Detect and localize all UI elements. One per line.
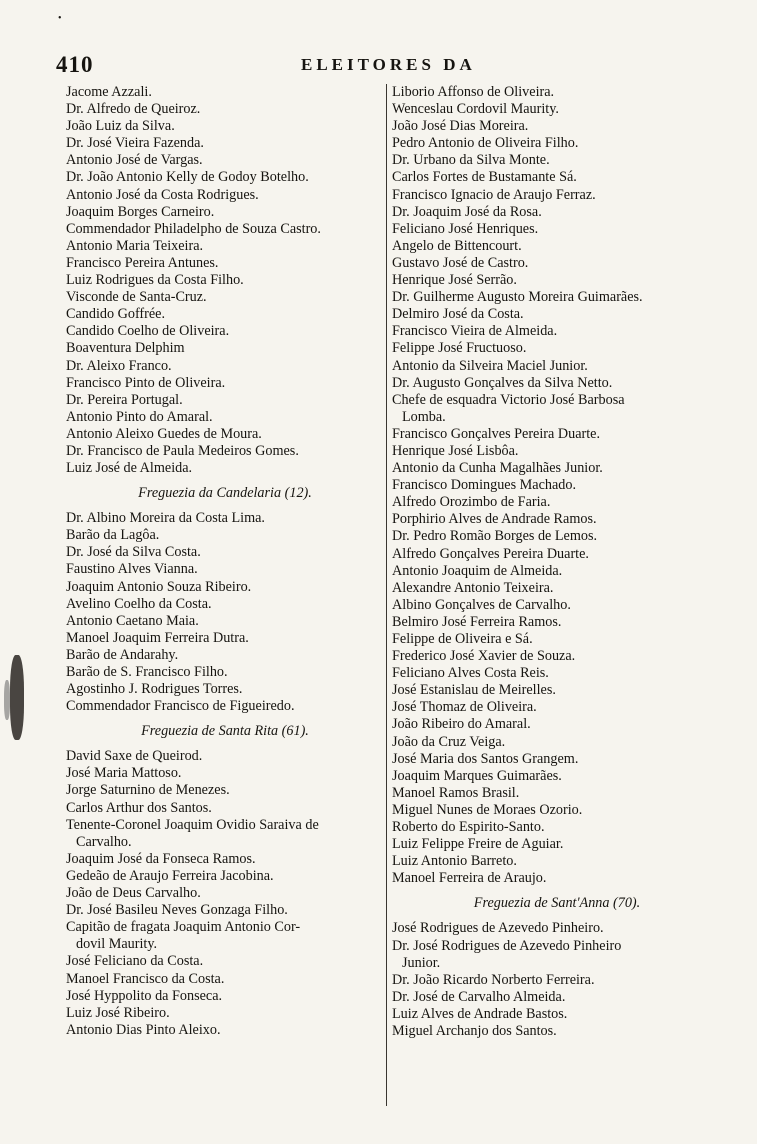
left-block-3 [66,748,384,1039]
name-entry: José Rodrigues de Azevedo Pinheiro. [392,920,604,937]
left-block-2 [66,510,384,715]
margin-stain-faint [4,680,10,720]
name-entry: Gustavo José de Castro. [392,254,529,271]
name-entry: Antonio Aleixo Guedes de Moura. [66,425,262,442]
name-entry: Dr. João Ricardo Norberto Ferreira. [392,971,595,988]
name-entry: Francisco Gonçalves Pereira Duarte. [392,425,600,442]
name-entry: Dr. José Basileu Neves Gonzaga Filho. [66,902,288,919]
name-entry: Porphirio Alves de Andrade Ramos. [392,511,597,528]
name-entry: Luiz Felippe Freire de Aguiar. [392,836,564,853]
name-entry: Commendador Francisco de Figueiredo. [66,698,295,715]
name-entry: Dr. Urbano da Silva Monte. [392,152,550,169]
name-entry: Dr. Albino Moreira da Costa Lima. [66,510,265,527]
name-entry: Francisco Domingues Machado. [392,477,577,494]
print-mark: • [58,13,62,24]
name-entry: Carlos Arthur dos Santos. [66,799,212,816]
name-entry: José Thomaz de Oliveira. [392,699,537,716]
name-entry: Alfredo Orozimbo de Faria. [392,494,551,511]
name-entry: Pedro Antonio de Oliveira Filho. [392,135,579,152]
name-entry: Antonio José da Costa Rodrigues. [66,186,259,203]
name-entry: Miguel Nunes de Moraes Ozorio. [392,801,583,818]
name-entry: Liborio Affonso de Oliveira. [392,84,555,100]
name-entry: Feliciano Alves Costa Reis. [392,665,549,682]
right-block-1 [392,84,722,887]
name-entry: Dr. Augusto Gonçalves da Silva Netto. [392,374,613,391]
name-entry: Feliciano José Henriques. [392,220,539,237]
name-entry: Alfredo Gonçalves Pereira Duarte. [392,545,589,562]
name-entry: Tenente-Coronel Joaquim Ovidio Saraiva de [66,816,319,833]
left-column [66,84,384,1039]
name-entry: Felippe de Oliveira e Sá. [392,631,533,647]
margin-stain [10,655,24,740]
name-entry: Capitão de fragata Joaquim Antonio Cor- [66,919,301,936]
name-entry: Candido Coelho de Oliveira. [66,323,230,340]
name-entry: Joaquim Antonio Souza Ribeiro. [66,578,252,595]
name-entry: Dr. Francisco de Paula Medeiros Gomes. [66,442,299,459]
name-entry: Francisco Vieira de Almeida. [392,323,558,340]
name-entry: Joaquim Borges Carneiro. [66,203,215,220]
name-entry: Commendador Philadelpho de Souza Castro. [66,220,321,237]
section-heading-santanna: Freguezia de Sant'Anna (70). [473,895,641,912]
name-entry: Barão da Lagôa. [66,527,160,544]
name-entry: João de Deus Carvalho. [66,885,201,902]
running-title: ELEITORES DA [301,55,476,74]
name-entry: Dr. José Vieira Fazenda. [66,135,204,152]
name-entry: João Ribeiro do Amaral. [392,716,531,733]
name-entry: Antonio Pinto do Amaral. [66,408,213,425]
page-number: 410 [56,52,94,77]
name-entry: Manoel Ramos Brasil. [392,784,520,801]
name-entry: Visconde de Santa-Cruz. [66,289,207,306]
name-entry: Gedeão de Araujo Ferreira Jacobina. [66,867,274,884]
name-entry: Manoel Joaquim Ferreira Dutra. [66,629,249,646]
name-entry: José Maria dos Santos Grangem. [392,750,579,767]
name-entry: dovil Maurity. [76,936,158,953]
name-entry: José Hyppolito da Fonseca. [66,987,223,1004]
name-entry: Dr. Alfredo de Queiroz. [66,101,201,118]
name-entry: João da Cruz Veiga. [392,733,506,750]
name-entry: Dr. José Rodrigues de Azevedo Pinheiro [392,937,622,954]
name-entry: Albino Gonçalves de Carvalho. [392,596,571,613]
column-divider [386,84,387,1106]
name-entry: Francisco Pinto de Oliveira. [66,374,226,391]
name-entry: Joaquim José da Fonseca Ramos. [66,850,256,867]
name-entry: Luiz José de Almeida. [66,460,193,477]
name-entry: Antonio Joaquim de Almeida. [392,562,563,579]
name-entry: Francisco Pereira Antunes. [66,254,219,271]
name-entry: Antonio da Cunha Magalhães Junior. [392,460,603,477]
name-entry: Luiz José Ribeiro. [66,1004,170,1021]
name-entry: Luiz Alves de Andrade Bastos. [392,1005,568,1022]
name-entry: Dr. Pedro Romão Borges de Lemos. [392,528,598,545]
name-entry: Dr. José de Carvalho Almeida. [392,988,566,1005]
name-entry: Frederico José Xavier de Souza. [392,648,576,665]
name-entry: Antonio Maria Teixeira. [66,237,204,254]
name-entry: Delmiro José da Costa. [392,306,524,323]
name-entry: Antonio da Silveira Maciel Junior. [392,357,588,374]
name-entry: José Estanislau de Meirelles. [392,682,556,699]
name-entry: David Saxe de Queirod. [66,748,203,765]
name-entry: Antonio Dias Pinto Aleixo. [66,1021,221,1038]
name-entry: Luiz Rodrigues da Costa Filho. [66,272,244,289]
name-entry: João Luiz da Silva. [66,118,175,135]
name-entry: Dr. Joaquim José da Rosa. [392,203,542,220]
left-block-1 [66,84,384,477]
name-entry: Luiz Antonio Barreto. [392,853,517,870]
name-entry: Francisco Ignacio de Araujo Ferraz. [392,186,596,203]
name-entry: João José Dias Moreira. [392,118,529,135]
name-entry: Felippe José Fructuoso. [392,340,527,357]
right-block-2 [392,920,722,1040]
section-heading-candelaria: Freguezia da Candelaria (12). [138,485,312,502]
name-entry: Jacome Azzali. [66,84,152,100]
name-entry: Jorge Saturnino de Menezes. [66,782,230,799]
name-entry: Dr. Aleixo Franco. [66,357,172,374]
section-heading-santa-rita: Freguezia de Santa Rita (61). [141,723,309,740]
name-entry: Angelo de Bittencourt. [392,237,522,254]
name-entry: Roberto do Espirito-Santo. [392,819,545,836]
name-entry: Henrique José Serrão. [392,272,517,289]
name-entry: Faustino Alves Vianna. [66,561,198,578]
name-entry: Barão de Andarahy. [66,646,179,663]
name-entry: Manoel Francisco da Costa. [66,970,225,987]
name-entry: Alexandre Antonio Teixeira. [392,579,554,596]
name-entry: Dr. José da Silva Costa. [66,544,201,561]
name-entry: Chefe de esquadra Victorio José Barbosa [392,391,625,408]
name-entry: Agostinho J. Rodrigues Torres. [66,681,243,698]
page-header [56,52,716,82]
name-entry: Candido Goffrée. [66,306,166,323]
name-entry: Antonio Caetano Maia. [66,612,199,629]
name-entry: Junior. [402,954,441,971]
name-entry: José Feliciano da Costa. [66,953,204,970]
name-entry: Dr. Guilherme Augusto Moreira Guimarães. [392,289,643,306]
name-entry: Carlos Fortes de Bustamante Sá. [392,169,577,186]
name-entry: Joaquim Marques Guimarães. [392,767,562,784]
name-entry: Carvalho. [76,833,132,850]
name-entry: Barão de S. Francisco Filho. [66,664,228,680]
name-entry: Lomba. [402,408,446,425]
name-entry: Dr. João Antonio Kelly de Godoy Botelho. [66,169,309,186]
name-entry: Wenceslau Cordovil Maurity. [392,101,559,118]
name-entry: Henrique José Lisbôa. [392,442,519,459]
name-entry: Boaventura Delphim [66,340,185,357]
right-column [392,84,722,1040]
name-entry: Manoel Ferreira de Araujo. [392,870,547,887]
name-entry: Belmiro José Ferreira Ramos. [392,613,562,630]
name-entry: Antonio José de Vargas. [66,152,203,169]
name-entry: Dr. Pereira Portugal. [66,391,183,408]
name-entry: Miguel Archanjo dos Santos. [392,1022,557,1039]
name-entry: José Maria Mattoso. [66,765,182,782]
name-entry: Avelino Coelho da Costa. [66,595,212,612]
